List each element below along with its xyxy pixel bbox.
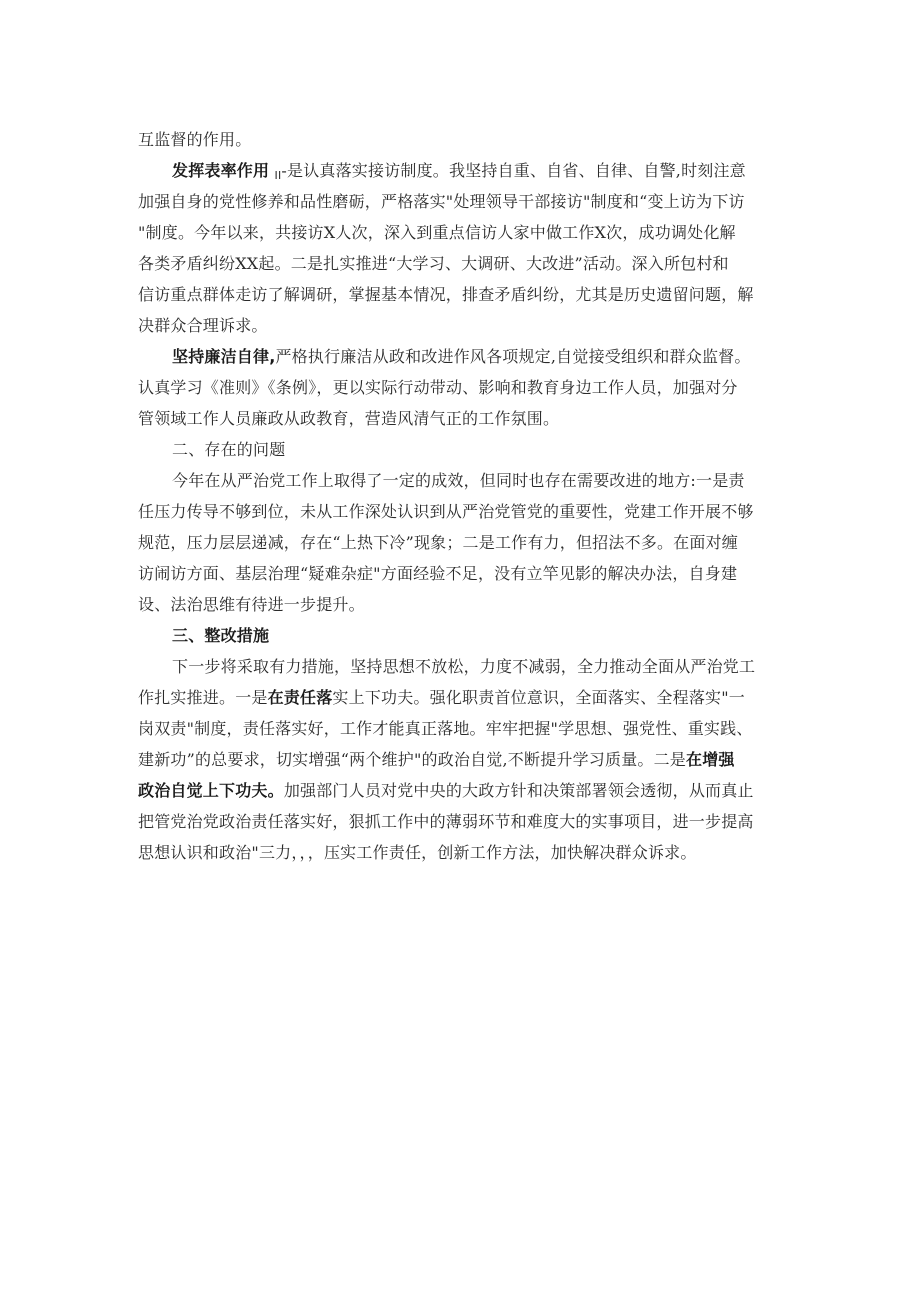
text-line: 把管党治党政治责任落实好，狠抓工作中的薄弱环节和难度大的实事项目，进一步提高 [138, 812, 754, 831]
bold-phrase: 坚持廉洁自律, [172, 347, 276, 366]
text-run: 建新功”的总要求，切实增强“两个维护"的政治自觉,不断提升学习质量。二是 [138, 750, 687, 769]
text-line: 各类矛盾纠纷XX起。二是扎实推进“大学习、大调研、大改进”活动。深入所包村和 [138, 254, 729, 273]
text-line: 加强自身的党性修养和品性磨砺，严格落实"处理领导干部接访"制度和“变上访为下访 [138, 192, 745, 211]
document-page [138, 124, 788, 868]
bold-phrase: 政治自觉上下功夫。 [138, 781, 284, 800]
text-line: "制度。今年以来，共接访X人次，深入到重点信访人家中做工作X次，成功调处化解 [138, 223, 736, 242]
text-line: 决群众合理诉求。 [138, 316, 268, 335]
text-run: 强化职责首位意识，全面落实、全程落实"一 [429, 688, 745, 707]
text-line: 思想认识和政治"三力，，，压实工作责任，创新工作方法，加快解决群众诉求。 [138, 843, 697, 862]
bold-phrase: 在责任落 [267, 688, 333, 707]
section-heading-problems: 二、存在的问题 [172, 440, 286, 459]
subscript-mark: II [274, 169, 282, 182]
text-line: 任压力传导不够到位，未从工作深处认识到从严治党管党的重要性，党建工作开展不够 [138, 502, 754, 521]
text-run: 严格执行廉洁从政和改进作风各项规定,自觉接受组织和群众监督。 [275, 347, 751, 366]
text-run: -是认真落实接访制度。我坚持自重、自省、自律、自警,时刻注意 [281, 161, 746, 180]
text-line: 访闹访方面、基层治理“疑难杂症"方面经验不足，没有立竿见影的解决办法，自身建 [138, 564, 738, 583]
bold-phrase: 在增强 [686, 750, 735, 769]
text-line: 信访重点群体走访了解调研，掌握基本情况，排查矛盾纠纷，尤其是历史遗留问题，解 [138, 285, 754, 304]
text-line: 管领域工作人员廉政从政教育，营造风清气正的工作氛围。 [138, 409, 560, 428]
text-run: 作扎实推进。一是 [138, 688, 268, 707]
bold-phrase: 发挥表率作用 [172, 161, 270, 180]
text-line-mixed [138, 744, 788, 775]
paragraph-lead-integrity [138, 341, 788, 372]
text-run: 加强部门人员对党中央的大政方针和决策部署领会透彻，从而真止 [283, 781, 754, 800]
text-run: 实上下功夫。 [332, 688, 430, 707]
text-line-mixed [138, 682, 788, 713]
text-line-mixed [138, 775, 788, 806]
paragraph-lead-role-model [138, 155, 788, 186]
text-line: 认真学习《准则》《条例》，更以实际行动带动、影响和教育身边工作人员，加强对分 [138, 378, 738, 397]
text-line: 下一步将采取有力措施，坚持思想不放松，力度不减弱，全力推动全面从严治党工 [172, 657, 756, 676]
text-line: 互监督的作用。 [138, 130, 252, 149]
text-line: 岗双责"制度，责任落实好，工作才能真正落地。牢牢把握"学思想、强党性、重实践、 [138, 719, 753, 738]
text-line: 规范，压力层层递减，存在“上热下冷”现象；二是工作有力，但招法不多。在面对缠 [138, 533, 738, 552]
section-heading-measures: 三、整改措施 [172, 626, 270, 645]
text-line: 设、法治思维有待进一步提升。 [138, 595, 365, 614]
text-line: 今年在从严治党工作上取得了一定的成效，但同时也存在需要改进的地方:一是责 [172, 471, 745, 490]
